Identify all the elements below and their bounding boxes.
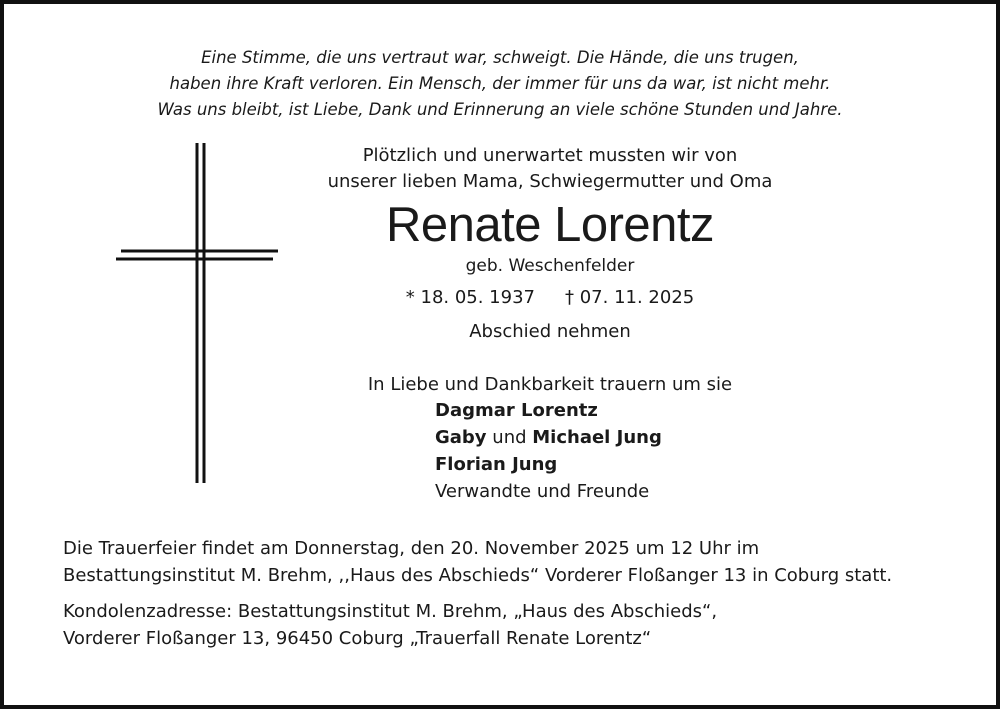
announcement (300, 143, 800, 398)
condolence-line: Kondolenzadresse: Bestattungsinstitut M. Brehm, „Haus des Abschieds“, (63, 601, 718, 622)
details (63, 535, 963, 652)
mourner-name: Gaby (435, 427, 487, 448)
mourner-name: Dagmar Lorentz (435, 400, 598, 421)
death-date: † 07. 11. 2025 (565, 287, 695, 308)
poem-line: haben ihre Kraft verloren. Ein Mensch, der immer für uns da war, ist nicht mehr. (169, 74, 831, 93)
life-dates (300, 284, 800, 312)
intro-line: unserer lieben Mama, Schwiegermutter und Oma (327, 171, 773, 192)
mourning-line: In Liebe und Dankbarkeit trauern um sie (367, 374, 733, 395)
mourner-line: Verwandte und Freunde (435, 481, 650, 502)
mourner-conjunction: und (492, 427, 527, 448)
poem-line: Eine Stimme, die uns vertraut war, schweigt. Die Hände, die uns trugen, (201, 48, 799, 67)
funeral-line: Bestattungsinstitut M. Brehm, ,,Haus des Abschieds“ Vorderer Floßanger 13 in Coburg statt. (63, 565, 893, 586)
funeral-line: Die Trauerfeier findet am Donnerstag, den 20. November 2025 um 12 Uhr im (63, 538, 760, 559)
mourner-name: Florian Jung (435, 454, 558, 475)
poem (0, 45, 1000, 123)
intro-line: Plötzlich und unerwartet mussten wir von (362, 145, 738, 166)
mourner-line (435, 424, 662, 451)
condolence-address (63, 598, 963, 652)
maiden-name: geb. Weschenfelder (465, 256, 635, 276)
poem-line: Was uns bleibt, ist Liebe, Dank und Erinnerung an viele schöne Stunden und Jahre. (157, 100, 843, 119)
birth-date: * 18. 05. 1937 (405, 287, 535, 308)
farewell-text: Abschied nehmen (469, 321, 631, 342)
deceased-name: Renate Lorentz (385, 198, 715, 252)
mourner-line (435, 397, 662, 424)
condolence-line: Vorderer Floßanger 13, 96450 Coburg „Trauerfall Renate Lorentz“ (63, 628, 652, 649)
mourner-line (435, 451, 662, 478)
funeral-info (63, 535, 963, 589)
mourners-list (435, 397, 662, 505)
cross-icon (116, 143, 280, 483)
mourner-name: Michael Jung (532, 427, 662, 448)
